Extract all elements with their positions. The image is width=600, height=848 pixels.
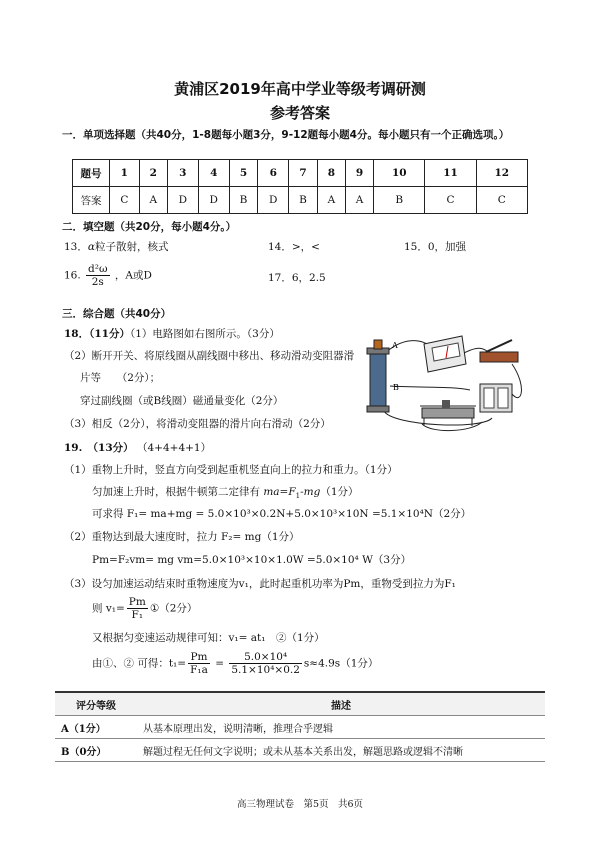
fraction-denominator: 2s bbox=[91, 276, 104, 288]
page-footer: 高三物理试卷 第5页 共6页 bbox=[236, 799, 364, 810]
answer-cell: A bbox=[345, 187, 373, 214]
answer-cell: D bbox=[198, 187, 229, 214]
answer-table bbox=[72, 159, 528, 214]
q19-3b bbox=[92, 596, 197, 621]
coil-a bbox=[367, 340, 389, 412]
row-label-question: 题号 bbox=[73, 160, 110, 187]
grade-desc: 解题过程无任何文字说明；或未从基本关系出发，解题思路或逻辑不清晰 bbox=[137, 739, 545, 762]
q-num: 3 bbox=[167, 160, 198, 187]
q19-1c-body: F₁= ma+mg = 5.0×10³×0.2N+5.0×10³×10N =5.1×10⁴N（2分） bbox=[126, 508, 472, 520]
q19-3a: （3）设匀加速运动结束时重物速度为v₁，此时起重机功率为Pm，重物受到拉力为F₁ bbox=[64, 578, 456, 590]
q-num: 1 bbox=[110, 160, 140, 187]
answer-17: 17．6，2.5 bbox=[268, 272, 326, 284]
page-title: 黄浦区2019年高中学业等级考调研测 bbox=[174, 80, 426, 98]
answer-cell: B bbox=[374, 187, 425, 214]
fraction-denominator: F₁a bbox=[190, 664, 208, 676]
q19-parts: （4+4+4+1） bbox=[136, 442, 212, 454]
fraction-numerator: d²ω bbox=[88, 263, 108, 275]
alpha-symbol: α bbox=[87, 241, 95, 253]
grading-col-desc: 描述 bbox=[137, 692, 545, 716]
q19-3b-pre: 则 v₁= bbox=[92, 602, 125, 615]
q-num: 4 bbox=[198, 160, 229, 187]
grading-table bbox=[55, 691, 545, 762]
answer-cell: A bbox=[139, 187, 167, 214]
q-num: 12 bbox=[476, 160, 527, 187]
q16-fraction bbox=[86, 263, 110, 288]
q-num: 9 bbox=[345, 160, 373, 187]
galvanometer bbox=[424, 336, 466, 372]
answer-cell: C bbox=[476, 187, 527, 214]
switch bbox=[480, 340, 518, 362]
equals-sign: = bbox=[215, 657, 224, 670]
q19-2a: （2）重物达到最大速度时，拉力 F₂= mg（1分） bbox=[64, 531, 300, 543]
q19-3d-fraction1 bbox=[188, 651, 210, 676]
q-num: 5 bbox=[229, 160, 258, 187]
q13-text: 粒子散射，核式 bbox=[94, 241, 169, 253]
q19-3c: 又根据匀变速运动规律可知：v₁= at₁ ②（1分） bbox=[92, 632, 325, 644]
q19-1b-eq: ma=F bbox=[263, 486, 296, 498]
q-num: 6 bbox=[258, 160, 289, 187]
answer-cell: A bbox=[317, 187, 345, 214]
fraction-numerator: 5.0×10⁴ bbox=[229, 651, 302, 664]
q19-2b: Pm=F₂vm= mg vm=5.0×10³×10×1.0W =5.0×10⁴ W（3分） bbox=[92, 554, 412, 566]
answer-13 bbox=[64, 239, 168, 254]
fraction-numerator: Pm bbox=[128, 596, 146, 608]
q19-1c bbox=[92, 506, 471, 521]
fraction-denominator: 5.1×10⁴×0.2 bbox=[231, 664, 300, 676]
fraction-denominator: F₁ bbox=[131, 609, 144, 621]
q19-3d-post: s≈4.9s（1分） bbox=[303, 657, 379, 670]
label-a: A bbox=[392, 341, 398, 350]
question-number-row bbox=[73, 160, 528, 187]
section3-heading: 三．综合题（共40分） bbox=[62, 308, 172, 320]
q18-line1 bbox=[64, 326, 280, 341]
q19-1c-pre: 可求得 bbox=[92, 508, 127, 520]
answer-16 bbox=[64, 263, 152, 288]
q18-line2: （2）断开开关、将原线圈从副线圈中移出、移动滑动变阻器滑 bbox=[64, 350, 355, 362]
grade-desc: 从基本原理出发，说明清晰，推理合乎逻辑 bbox=[137, 716, 545, 739]
q16-number: 16. bbox=[64, 269, 81, 282]
fraction-numerator: Pm bbox=[188, 651, 210, 664]
q19-3d-pre: 由①、② 可得：t₁= bbox=[92, 657, 187, 670]
q18-label: 18．（11分） bbox=[64, 328, 130, 340]
q19-3d-fraction2 bbox=[229, 651, 302, 676]
label-b: B bbox=[393, 383, 399, 392]
answer-cell: B bbox=[289, 187, 318, 214]
grading-col-level: 评分等级 bbox=[55, 692, 137, 716]
answer-cell: B bbox=[229, 187, 258, 214]
q13-number: 13． bbox=[64, 241, 88, 253]
q18-line4: 穿过副线圈（或B线圈）磁通量变化（2分） bbox=[80, 395, 284, 407]
q19-heading bbox=[64, 440, 211, 455]
q19-3d bbox=[92, 651, 378, 676]
q19-1b bbox=[92, 484, 359, 500]
q19-1a: （1）重物上升时，竖直方向受到起重机竖直向上的拉力和重力。（1分） bbox=[64, 464, 398, 476]
battery bbox=[480, 384, 512, 412]
q19-1b-eq2: -mg bbox=[300, 486, 321, 498]
q19-label: 19. （13分） bbox=[64, 442, 134, 454]
grade-level: A（1分） bbox=[55, 716, 137, 739]
q-num: 8 bbox=[317, 160, 345, 187]
q-num: 2 bbox=[139, 160, 167, 187]
answer-14: 14．>，< bbox=[268, 241, 320, 253]
q19-3b-post: ①（2分） bbox=[149, 602, 198, 615]
answer-cell: D bbox=[258, 187, 289, 214]
row-label-answer: 答案 bbox=[73, 187, 110, 214]
q19-1b-pre: 匀加速上升时，根据牛顿第二定律有 bbox=[92, 486, 264, 498]
q18-line3: 片等 （2分）； bbox=[80, 372, 161, 384]
grading-row bbox=[55, 716, 545, 739]
q-num: 7 bbox=[289, 160, 318, 187]
section1-heading: 一．单项选择题（共40分，1-8题每小题3分，9-12题每小题4分。每小题只有一个正确选项。） bbox=[62, 129, 510, 141]
q-num: 10 bbox=[374, 160, 425, 187]
q18-line5: （3）相反（2分），将滑动变阻器的滑片向右滑动（2分） bbox=[64, 418, 331, 430]
answer-cell: C bbox=[425, 187, 476, 214]
answer-cell: C bbox=[110, 187, 140, 214]
q18-text: （1）电路图如右图所示。（3分） bbox=[129, 328, 280, 340]
rheostat bbox=[420, 400, 476, 426]
page-subtitle: 参考答案 bbox=[269, 104, 330, 122]
section2-heading: 二．填空题（共20分，每小题4分。） bbox=[62, 221, 237, 233]
grading-header-row bbox=[55, 692, 545, 716]
grade-level: B（0分） bbox=[55, 739, 137, 762]
grading-row bbox=[55, 739, 545, 762]
q16-tail: ，A或D bbox=[114, 269, 152, 282]
q19-1b-post: （1分） bbox=[320, 486, 359, 498]
answer-15: 15．0，加强 bbox=[404, 241, 467, 253]
q19-3b-fraction bbox=[127, 596, 148, 621]
q-num: 11 bbox=[425, 160, 476, 187]
answer-cell: D bbox=[167, 187, 198, 214]
q19-1b-sub: 1 bbox=[295, 492, 301, 501]
circuit-diagram bbox=[362, 326, 532, 438]
answer-row bbox=[73, 187, 528, 214]
